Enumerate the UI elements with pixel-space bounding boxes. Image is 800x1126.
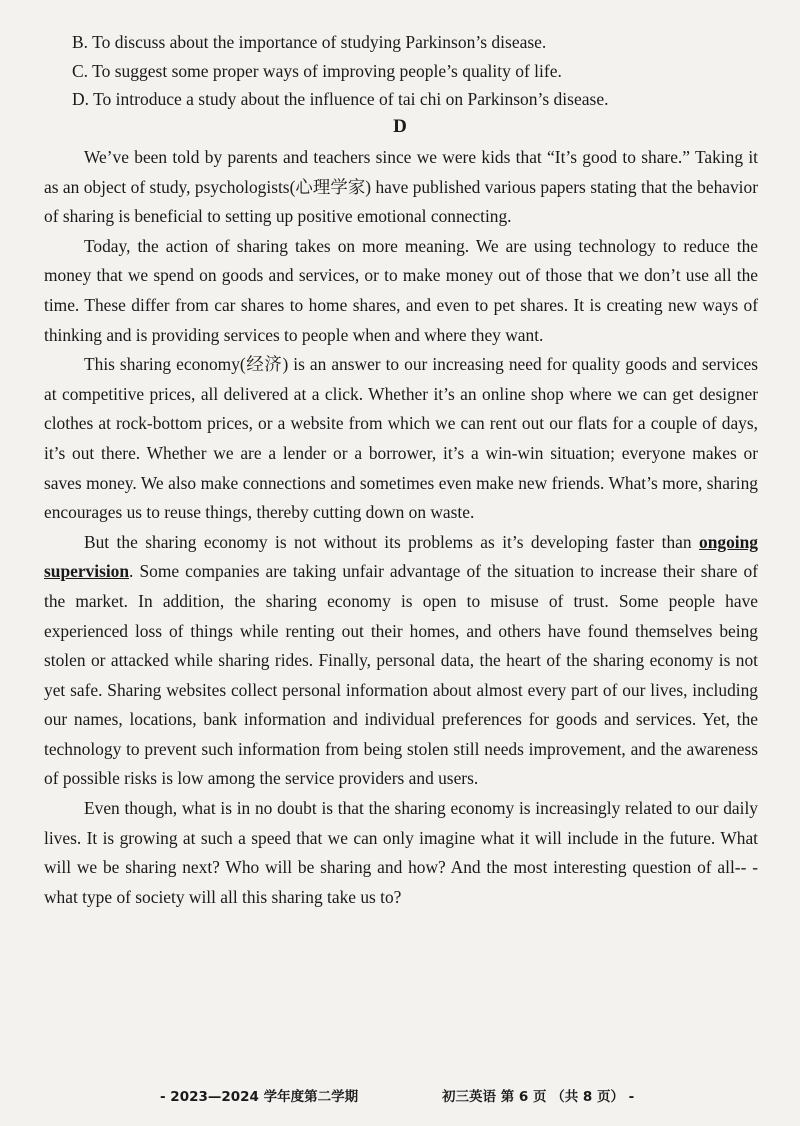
paragraph-2: Today, the action of sharing takes on more meaning. We are using technology to reduce the money that we spend on goods and services, or to make money out of those that we don’t use all the time. These differ from car shares to home shares, and even to pet shares. It is creating new ways of thinking and is providing services to people when and where they want. [44, 235, 758, 345]
paragraph-4 [44, 528, 758, 794]
footer-term: - 2023—2024 学年度第二学期 [160, 1089, 359, 1105]
option-c: C. To suggest some proper ways of improving people’s quality of life. [72, 60, 562, 81]
answer-options [72, 28, 772, 114]
option-b: B. To discuss about the importance of studying Parkinson’s disease. [72, 32, 547, 52]
footer-page-number: 初三英语 第 6 页 （共 8 页） - [442, 1089, 635, 1105]
section-title: D [393, 116, 407, 137]
paragraph-4-start: But the sharing economy is not without its problems as it’s developing faster than [84, 531, 700, 552]
underlined-phrase: ongoing supervision [44, 531, 758, 582]
paragraph-4-end: . Some companies are taking unfair advantage of the situation to increase their share of the market. In addition, the sharing economy is open to misuse of trust. Some people have experienced loss of things while renting out their homes, and others have found themselves being stolen or attacked while sharing rides. Finally, personal data, the heart of the sharing economy is not yet safe. Sharing websites collect personal information about almost every part of our lives, including our names, locations, bank information and individual preferences for goods and services. Yet, the technology to prevent such information from being stolen still needs improvement, and the awareness of possible risks is low among the service providers and users. [44, 561, 758, 789]
option-d: D. To introduce a study about the influence of tai chi on Parkinson’s disease. [72, 89, 609, 109]
paragraph-5: Even though, what is in no doubt is that the sharing economy is increasingly related to our daily lives. It is growing at such a speed that we can only imagine what it will include in the future. What will we be sharing next? Who will be sharing and how? And the most interesting question of all-- - what type of society will all this sharing take us to? [44, 798, 758, 907]
reading-passage [44, 143, 758, 912]
paragraph-3: This sharing economy(经济) is an answer to our increasing need for quality goods and services at competitive prices, all delivered at a click. Whether it’s an online shop where we can get designer clothes at rock-bottom prices, or a website from which we can rent out our flats for a couple of days, it’s out there. Whether we are a lender or a borrower, it’s a win-win situation; everyone makes or saves money. We also make connections and sometimes even make new friends. What’s more, sharing encourages us to reuse things, thereby cutting down on waste. [44, 354, 758, 523]
paragraph-1: We’ve been told by parents and teachers since we were kids that “It’s good to share.” Taking it as an object of study, psychologists(心理学家) have published various papers stating that the behavior of sharing is beneficial to setting up positive emotional connecting. [44, 147, 758, 227]
